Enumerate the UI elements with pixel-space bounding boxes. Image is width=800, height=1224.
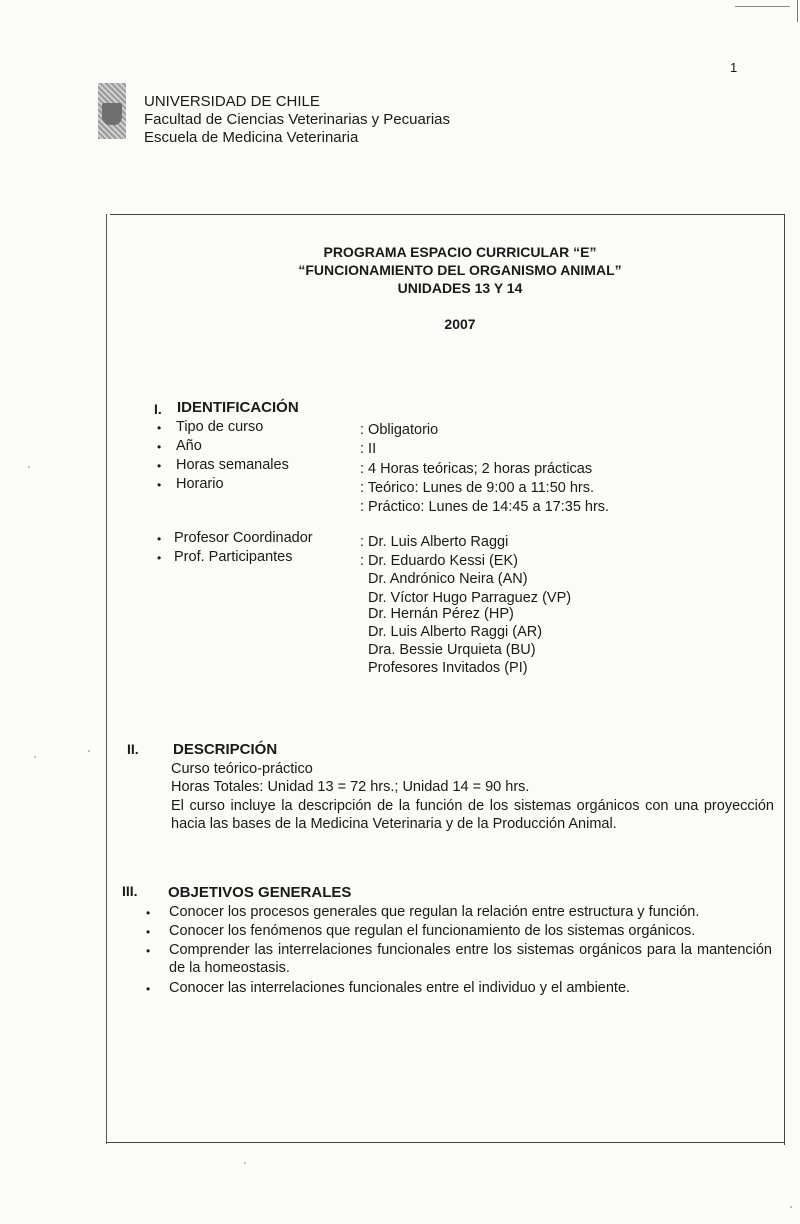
anio-label: Año: [176, 438, 202, 454]
anio-value: : II: [360, 441, 377, 457]
tipo-value: : Obligatorio: [360, 422, 439, 438]
scan-speck: [34, 756, 36, 758]
coordinador-label: Profesor Coordinador: [174, 530, 313, 546]
section-3-number: III.: [122, 883, 138, 899]
objective-item: Conocer los fenómenos que regulan el funcionamiento de los sistemas orgánicos.: [169, 923, 696, 939]
coordinador-value: : Dr. Luis Alberto Raggi: [360, 534, 509, 550]
scan-edge-mark: [735, 6, 790, 7]
bullet: •: [146, 944, 151, 958]
participante: Dr. Luis Alberto Raggi (AR): [368, 624, 543, 640]
section-1-number: I.: [154, 401, 162, 417]
scan-speck: [28, 466, 30, 468]
objective-item: Conocer las interrelaciones funcionales entre el individuo y el ambiente.: [169, 980, 631, 996]
participante: : Dr. Eduardo Kessi (EK): [360, 553, 518, 569]
bullet: •: [157, 459, 162, 473]
bullet: •: [146, 982, 151, 996]
horario-label: Horario: [176, 476, 224, 492]
participante: Dr. Víctor Hugo Parraguez (VP): [368, 590, 572, 606]
objective-item: Comprender las interrelaciones funcionales entre los sistemas orgánicos para la mantención de la homeostasis.: [169, 942, 772, 976]
university-logo: [98, 83, 126, 139]
university-name: UNIVERSIDAD DE CHILE: [144, 93, 320, 110]
horas-label: Horas semanales: [176, 457, 289, 473]
institution-header: [144, 93, 450, 147]
shield-icon: [102, 103, 122, 125]
section-2-title: DESCRIPCIÓN: [173, 741, 278, 758]
bullet: •: [146, 906, 151, 920]
school-name: Escuela de Medicina Veterinaria: [144, 129, 359, 146]
description-line-2: Horas Totales: Unidad 13 = 72 hrs.; Unidad 14 = 90 hrs.: [171, 779, 530, 795]
bullet: •: [157, 532, 162, 546]
horario-practico: : Práctico: Lunes de 14:45 a 17:35 hrs.: [360, 499, 610, 515]
description-paragraph: El curso incluye la descripción de la función de los sistemas orgánicos con una proyección hacia las bases de la Medicina Veterinaria y de la Producción Animal.: [171, 798, 774, 832]
frame-bottom-border: [106, 1142, 784, 1143]
bullet: •: [157, 421, 162, 435]
participante: Profesores Invitados (PI): [368, 660, 528, 676]
tipo-label: Tipo de curso: [176, 419, 264, 435]
faculty-name: Facultad de Ciencias Veterinarias y Pecuarias: [144, 111, 450, 128]
description-line-1: Curso teórico-práctico: [171, 761, 313, 777]
document-title: [160, 243, 760, 297]
participante: Dr. Hernán Pérez (HP): [368, 606, 514, 622]
frame-left-border: [106, 214, 107, 1144]
bullet: •: [157, 478, 162, 492]
content-frame: [110, 214, 785, 1145]
title-line-3: UNIDADES 13 Y 14: [397, 280, 523, 296]
participantes-label: Prof. Participantes: [174, 549, 293, 565]
scan-edge-tick: [797, 0, 798, 22]
horas-value: : 4 Horas teóricas; 2 horas prácticas: [360, 461, 593, 477]
objective-item: Conocer los procesos generales que regulan la relación entre estructura y función.: [169, 904, 700, 920]
scan-speck: [790, 1206, 792, 1208]
horario-value: : Teórico: Lunes de 9:00 a 11:50 hrs.: [360, 480, 595, 496]
bullet: •: [157, 440, 162, 454]
section-2-number: II.: [127, 741, 139, 757]
section-3-title: OBJETIVOS GENERALES: [168, 884, 352, 901]
page-number: 1: [730, 60, 738, 75]
bullet: •: [157, 551, 162, 565]
document-year: 2007: [444, 316, 476, 332]
participante: Dr. Andrónico Neira (AN): [368, 571, 528, 587]
participante: Dra. Bessie Urquieta (BU): [368, 642, 536, 658]
title-line-2: “FUNCIONAMIENTO DEL ORGANISMO ANIMAL”: [298, 262, 622, 278]
scan-speck: [244, 1162, 246, 1164]
section-1-title: IDENTIFICACIÓN: [177, 399, 299, 416]
bullet: •: [146, 925, 151, 939]
scan-speck: [88, 750, 90, 752]
title-line-1: PROGRAMA ESPACIO CURRICULAR “E”: [323, 244, 597, 260]
